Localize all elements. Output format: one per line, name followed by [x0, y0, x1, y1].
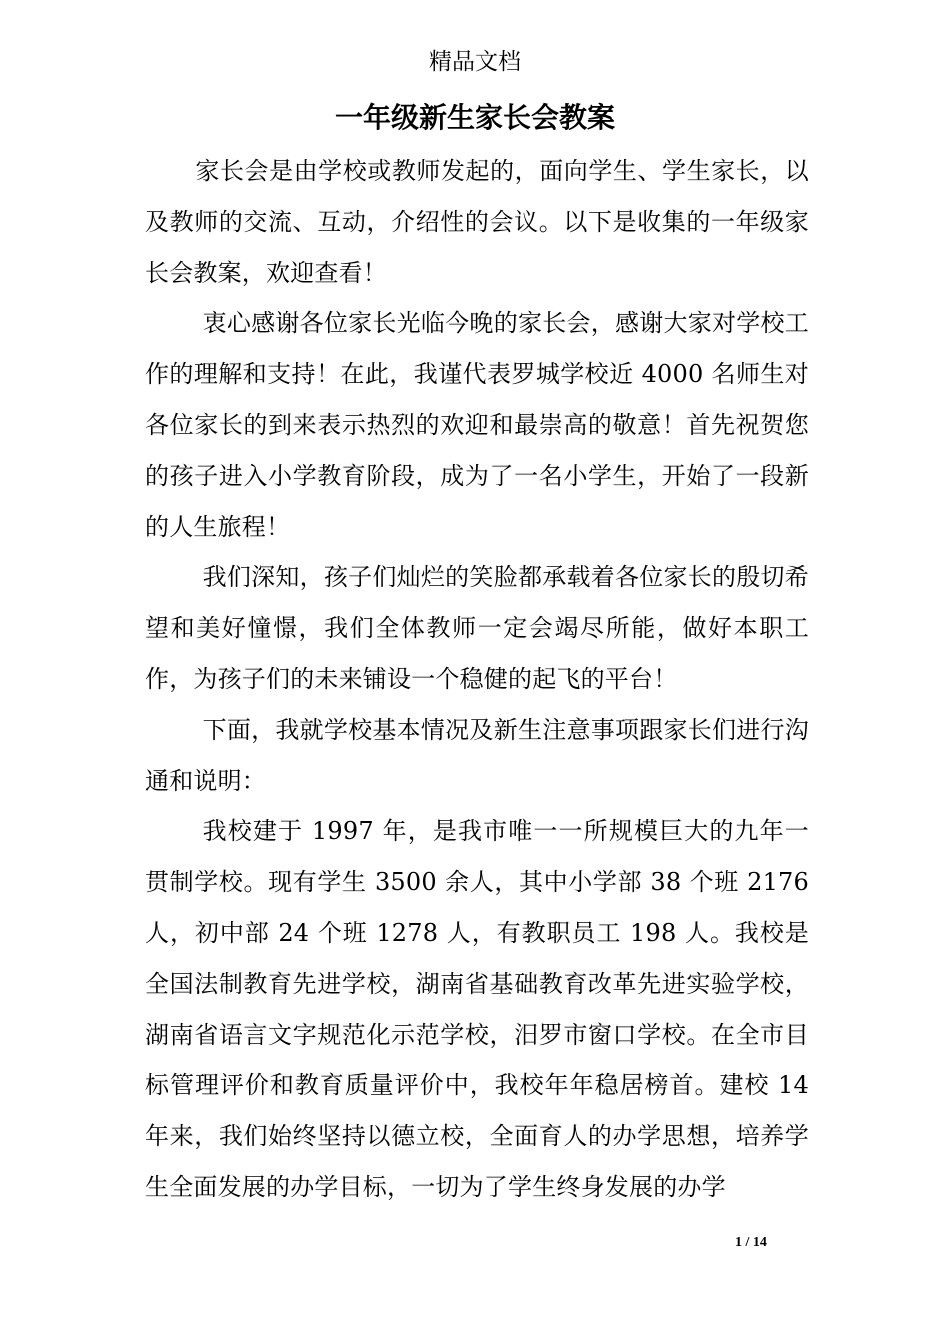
page-number: 1 / 14	[735, 1235, 767, 1250]
document-body	[145, 146, 809, 1213]
paragraph-welcome: 衷心感谢各位家长光临今晚的家长会，感谢大家对学校工作的理解和支持！在此，我谨代表罗城学校近 4000 名师生对各位家长的到来表示热烈的欢迎和最崇高的敬意！首先祝贺您的孩子进入小学教育阶段，成为了一名小学生，开始了一段新的人生旅程！	[145, 309, 809, 541]
document-title: 一年级新生家长会教案	[334, 101, 615, 134]
paragraph-transition: 下面，我就学校基本情况及新生注意事项跟家长们进行沟通和说明：	[145, 715, 809, 795]
paragraph-school-info: 我校建于 1997 年，是我市唯一一所规模巨大的九年一贯制学校。现有学生 3500 余人，其中小学部 38 个班 2176 人，初中部 24 个班 1278 人，有教职员工 198 人。我校是全国法制教育先进学校，湖南省基础教育改革先进实验学校，湖南省语言文字规范化示范学校，汨罗市窗口学校。在全市目标管理评价和教育质量评价中，我校年年稳居榜首。建校 14 年来，我们始终坚持以德立校，全面育人的办学思想，培养学生全面发展的办学目标，一切为了学生终身发展的办学	[145, 817, 809, 1201]
page-header: 精品文档	[429, 49, 521, 75]
paragraph-intro: 家长会是由学校或教师发起的，面向学生、学生家长，以及教师的交流、互动，介绍性的会议。以下是收集的一年级家长会教案，欢迎查看！	[145, 157, 809, 287]
paragraph-commitment: 我们深知，孩子们灿烂的笑脸都承载着各位家长的殷切希望和美好憧憬，我们全体教师一定会竭尽所能，做好本职工作，为孩子们的未来铺设一个稳健的起飞的平台！	[145, 563, 809, 693]
